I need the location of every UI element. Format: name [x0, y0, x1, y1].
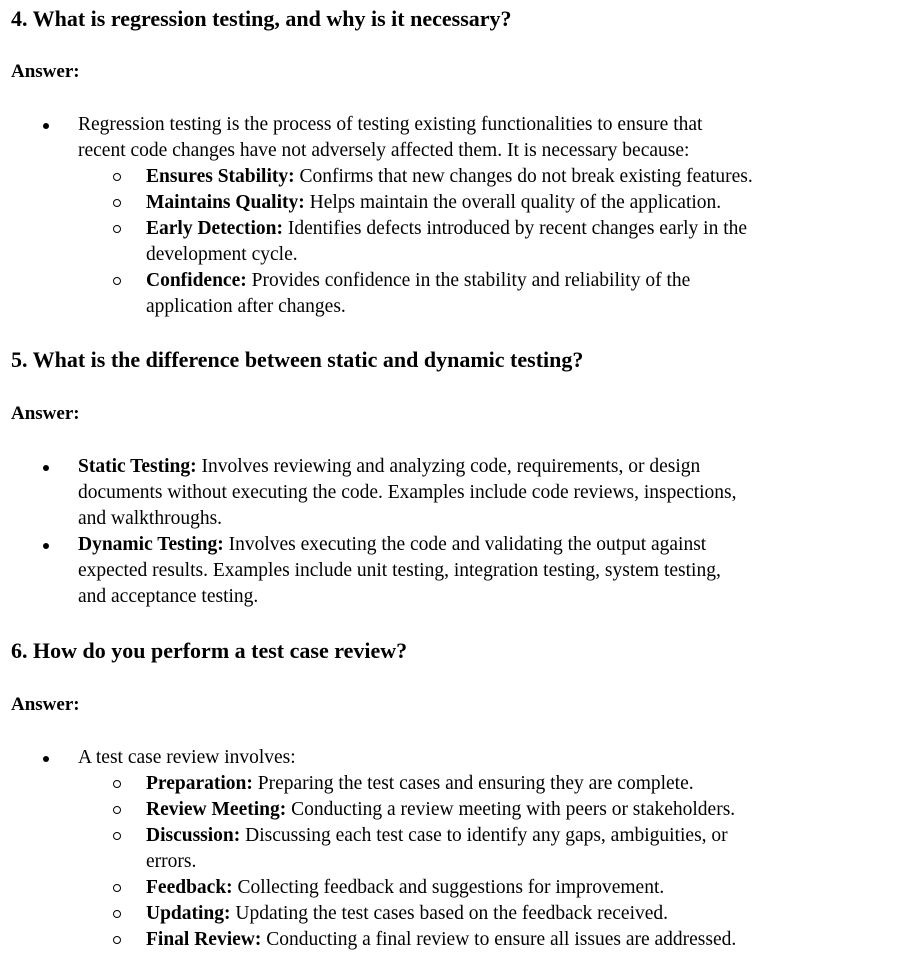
bullet-icon: [43, 543, 49, 549]
intro-text: recent code changes have not adversely affected them. It is necessary because:: [78, 140, 690, 161]
bullet-icon: [43, 465, 49, 471]
list-item-continuation: and acceptance testing.: [78, 586, 259, 607]
list-item-continuation: application after changes.: [146, 296, 346, 317]
list-item: Static Testing: Involves reviewing and analyzing code, requirements, or design: [78, 456, 701, 477]
list-item-continuation: documents without executing the code. Examples include code reviews, inspections,: [78, 482, 737, 503]
bullet-icon: [43, 123, 49, 129]
list-item: Final Review: Conducting a final review to ensure all issues are addressed.: [146, 929, 737, 950]
circle-bullet-icon: [113, 173, 121, 181]
answer-label: Answer:: [11, 403, 80, 424]
list-item: Early Detection: Identifies defects introduced by recent changes early in the: [146, 218, 748, 239]
list-item: Discussion: Discussing each test case to identify any gaps, ambiguities, or: [146, 825, 728, 846]
circle-bullet-icon: [113, 277, 121, 285]
answer-label: Answer:: [11, 694, 80, 715]
circle-bullet-icon: [113, 225, 121, 233]
question-5-heading: 5. What is the difference between static and dynamic testing?: [11, 347, 584, 372]
circle-bullet-icon: [113, 806, 121, 814]
circle-bullet-icon: [113, 910, 121, 918]
question-6-heading: 6. How do you perform a test case review?: [11, 638, 408, 663]
answer-label: Answer:: [11, 61, 80, 82]
circle-bullet-icon: [113, 199, 121, 207]
question-4-heading: 4. What is regression testing, and why is it necessary?: [11, 6, 512, 31]
list-item-continuation: errors.: [146, 851, 197, 872]
list-item-continuation: development cycle.: [146, 244, 298, 265]
list-item: Preparation: Preparing the test cases and ensuring they are complete.: [146, 773, 694, 794]
list-item: Updating: Updating the test cases based on the feedback received.: [146, 903, 669, 924]
bullet-icon: [43, 756, 49, 762]
list-item: Ensures Stability: Confirms that new changes do not break existing features.: [146, 166, 753, 187]
list-item: Maintains Quality: Helps maintain the overall quality of the application.: [146, 192, 722, 213]
circle-bullet-icon: [113, 884, 121, 892]
circle-bullet-icon: [113, 832, 121, 840]
list-item: Dynamic Testing: Involves executing the code and validating the output against: [78, 534, 707, 555]
list-item: Feedback: Collecting feedback and suggestions for improvement.: [146, 877, 665, 898]
list-item-continuation: and walkthroughs.: [78, 508, 223, 529]
list-item: Confidence: Provides confidence in the stability and reliability of the: [146, 270, 691, 291]
intro-text: A test case review involves:: [78, 747, 296, 768]
circle-bullet-icon: [113, 936, 121, 944]
list-item-continuation: expected results. Examples include unit testing, integration testing, system testing,: [78, 560, 721, 581]
list-item: Review Meeting: Conducting a review meeting with peers or stakeholders.: [146, 799, 736, 820]
intro-text: Regression testing is the process of testing existing functionalities to ensure that: [78, 114, 703, 135]
circle-bullet-icon: [113, 780, 121, 788]
